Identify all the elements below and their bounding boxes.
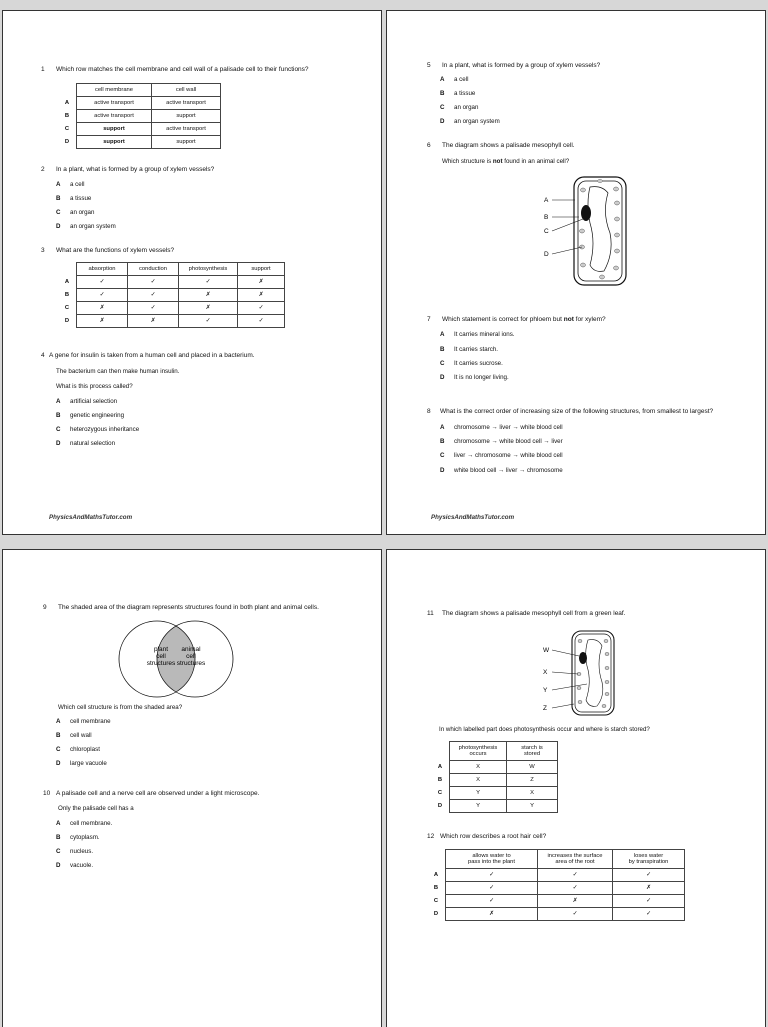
table-header: photosynthesis xyxy=(179,263,238,276)
question-stem: The diagram shows a palisade mesophyll cell from a green leaf. xyxy=(442,610,626,617)
answer-option[interactable]: B It carries starch. xyxy=(440,346,499,353)
answer-option[interactable]: C an organ xyxy=(56,209,95,216)
question-stem: In a plant, what is formed by a group of xylem vessels? xyxy=(56,166,215,173)
table-header: starch is stored xyxy=(507,742,558,761)
table-row: A active transport active transport xyxy=(58,97,221,110)
answer-option[interactable]: D an organ system xyxy=(56,223,116,230)
table-header: absorption xyxy=(77,263,128,276)
question-text: Only the palisade cell has a xyxy=(58,805,134,812)
page-4 xyxy=(386,549,766,1027)
question-text: Which cell structure is from the shaded area? xyxy=(58,704,183,711)
table-header: support xyxy=(238,263,285,276)
answer-option[interactable]: D vacuole. xyxy=(56,862,94,869)
table-row: C ✗ ✓ ✗ ✓ xyxy=(58,302,285,315)
table-header: loses water by transpiration xyxy=(613,850,685,869)
question-stem: In a plant, what is formed by a group of xylem vessels? xyxy=(442,62,601,69)
table-row: A ✓ ✓ ✓ ✗ xyxy=(58,276,285,289)
venn-label: cell xyxy=(186,653,196,660)
answer-option[interactable]: A cell membrane xyxy=(56,718,111,725)
venn-label: animal xyxy=(181,646,201,653)
palisade-cell-diagram-labelled xyxy=(542,628,632,720)
table-header: conduction xyxy=(128,263,179,276)
answer-option[interactable]: C chloroplast xyxy=(56,746,100,753)
table-row: D ✗ ✗ ✓ ✓ xyxy=(58,315,285,328)
question-stem: The shaded area of the diagram represents structures found in both plant and animal cells. xyxy=(58,604,319,611)
table-header: allows water to pass into the plant xyxy=(446,850,538,869)
table-row: A ✓ ✓ ✓ xyxy=(427,869,685,882)
question-stem: The diagram shows a palisade mesophyll cell. xyxy=(442,142,575,149)
question-stem: What is the correct order of increasing size of the following structures, from smallest to largest? xyxy=(440,408,714,415)
question-number: 9 xyxy=(43,604,47,611)
question-number: 7 xyxy=(427,316,431,323)
answer-option[interactable]: A chromosome → liver → white blood cell xyxy=(440,424,563,431)
question-number: 12 xyxy=(427,833,435,840)
page-3 xyxy=(2,549,382,1027)
question-number: 4 xyxy=(41,352,45,359)
question-text: In which labelled part does photosynthesis occur and where is starch stored? xyxy=(439,726,650,733)
answer-option[interactable]: B cytoplasm. xyxy=(56,834,100,841)
table-header: photosynthesis occurs xyxy=(450,742,507,761)
answer-option[interactable]: D natural selection xyxy=(56,440,116,447)
venn-label: plant xyxy=(153,646,169,653)
venn-label: cell xyxy=(156,653,166,660)
question-number: 5 xyxy=(427,62,431,69)
diagram-label: W xyxy=(543,647,550,654)
table-row: A X W xyxy=(431,761,558,774)
answer-option[interactable]: B a tissue xyxy=(56,195,92,202)
answer-option[interactable]: A cell membrane. xyxy=(56,820,113,827)
venn-label: structures xyxy=(176,660,206,667)
table-row: D Y Y xyxy=(431,800,558,813)
page-1 xyxy=(2,10,382,535)
diagram-label: Z xyxy=(543,705,547,712)
question-stem: What are the functions of xylem vessels? xyxy=(56,247,175,254)
page-2 xyxy=(386,10,766,535)
table-row: D ✗ ✓ ✓ xyxy=(427,908,685,921)
question-number: 10 xyxy=(43,790,51,797)
question-number: 3 xyxy=(41,247,45,254)
q1-table xyxy=(58,83,221,149)
table-row: C ✓ ✗ ✓ xyxy=(427,895,685,908)
venn-diagram xyxy=(111,618,241,700)
answer-option[interactable]: C It carries sucrose. xyxy=(440,360,503,367)
answer-option[interactable]: C heterozygous inheritance xyxy=(56,426,140,433)
table-header: cell membrane xyxy=(77,84,152,97)
question-stem: Which row matches the cell membrane and cell wall of a palisade cell to their functions? xyxy=(56,66,309,73)
footer-text: PhysicsAndMathsTutor.com xyxy=(49,514,133,521)
diagram-label: X xyxy=(543,669,548,676)
answer-option[interactable]: D large vacuole xyxy=(56,760,107,767)
answer-option[interactable]: B chromosome → white blood cell → liver xyxy=(440,438,563,445)
question-number: 1 xyxy=(41,66,45,73)
table-row: B ✓ ✓ ✗ xyxy=(427,882,685,895)
answer-option[interactable]: A a cell xyxy=(440,76,469,83)
answer-option[interactable]: B cell wall xyxy=(56,732,92,739)
diagram-label: C xyxy=(544,228,549,235)
table-row: B active transport support xyxy=(58,110,221,123)
answer-option[interactable]: D white blood cell → liver → chromosome xyxy=(440,467,563,474)
answer-option[interactable]: A a cell xyxy=(56,181,85,188)
q12-table xyxy=(427,849,685,921)
answer-option[interactable]: D an organ system xyxy=(440,118,500,125)
question-text: Which structure is not found in an animal cell? xyxy=(442,158,570,165)
question-stem: A gene for insulin is taken from a human cell and placed in a bacterium. xyxy=(49,352,255,359)
table-row: B ✓ ✓ ✗ ✗ xyxy=(58,289,285,302)
question-text: The bacterium can then make human insulin. xyxy=(56,368,180,375)
answer-option[interactable]: C liver → chromosome → white blood cell xyxy=(440,452,563,459)
venn-label: structures xyxy=(146,660,176,667)
q11-table xyxy=(431,741,558,813)
table-row: D support support xyxy=(58,136,221,149)
answer-option[interactable]: B genetic engineering xyxy=(56,412,125,419)
question-number: 8 xyxy=(427,408,431,415)
question-stem: A palisade cell and a nerve cell are observed under a light microscope. xyxy=(56,790,260,797)
table-row: B X Z xyxy=(431,774,558,787)
answer-option[interactable]: A It carries mineral ions. xyxy=(440,331,515,338)
diagram-label: D xyxy=(544,251,549,258)
answer-option[interactable]: D It is no longer living. xyxy=(440,374,509,381)
answer-option[interactable]: C nucleus. xyxy=(56,848,94,855)
question-stem: Which statement is correct for phloem but not for xylem? xyxy=(442,316,606,323)
table-row: C Y X xyxy=(431,787,558,800)
palisade-cell-diagram xyxy=(542,173,652,291)
footer-text: PhysicsAndMathsTutor.com xyxy=(431,514,515,521)
q3-table xyxy=(58,262,285,328)
diagram-label: Y xyxy=(543,687,548,694)
diagram-label: A xyxy=(544,197,549,204)
answer-option[interactable]: A artificial selection xyxy=(56,398,118,405)
answer-option[interactable]: C an organ xyxy=(440,104,479,111)
table-row: C support active transport xyxy=(58,123,221,136)
question-stem: Which row describes a root hair cell? xyxy=(440,833,547,840)
diagram-label: B xyxy=(544,214,549,221)
question-number: 11 xyxy=(427,610,434,617)
table-header: cell wall xyxy=(152,84,221,97)
question-number: 6 xyxy=(427,142,431,149)
question-number: 2 xyxy=(41,166,45,173)
question-text: What is this process called? xyxy=(56,383,133,390)
answer-option[interactable]: B a tissue xyxy=(440,90,476,97)
table-header: increases the surface area of the root xyxy=(538,850,613,869)
